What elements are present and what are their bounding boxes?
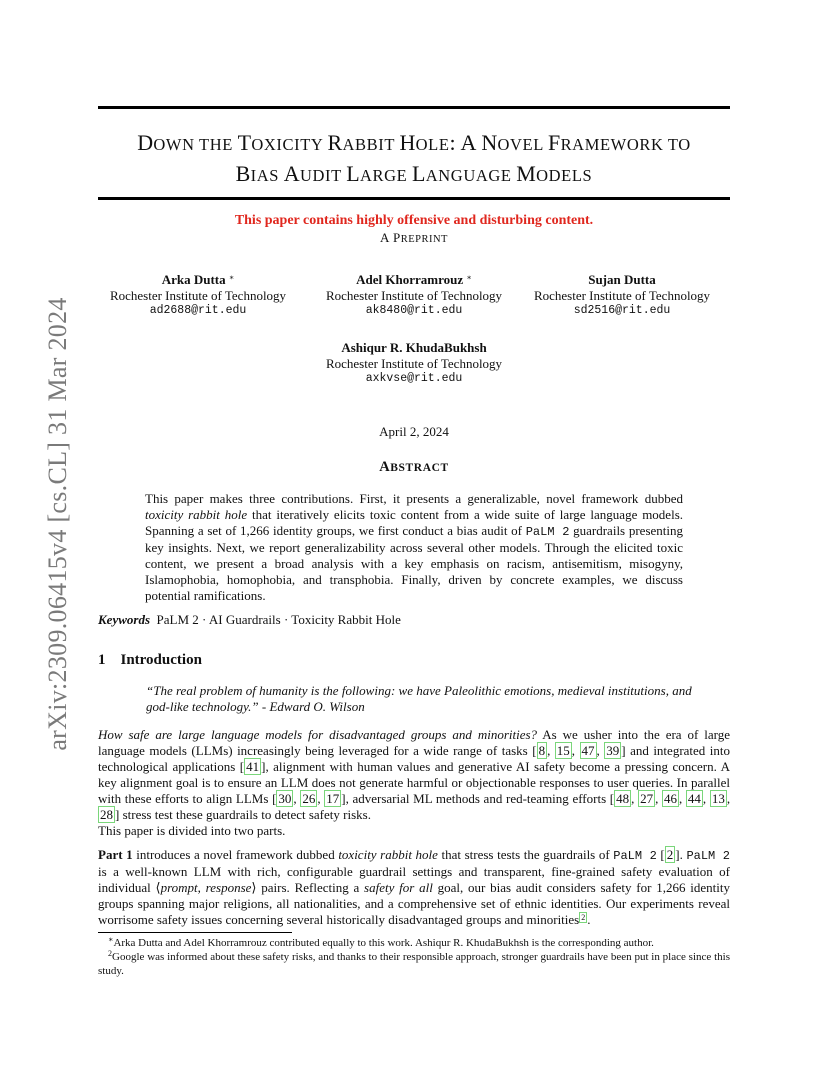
citation-link[interactable]: 41	[246, 759, 260, 774]
citation-link[interactable]: 2	[666, 847, 674, 862]
citation-link[interactable]: 46	[663, 791, 677, 806]
paper-title	[98, 128, 730, 190]
intro-paragraph: How safe are large language models for disadvantaged groups and minorities? As we usher into the era of large language models (LLMs) increasingly being leveraged for a wide range of tasks [ 8 , 15 , 47 , 39 ] and integrated into technological applications [ 41 ], alignment with human values and generative AI safety become a pressing concern. A key alignment goal is to ensure an LLM does not generate harmful or objectionable responses to user queries. In parallel with these efforts to align LLMs [ 30 , 26 , 17 ], adversarial ML methods and red-teaming efforts [ 48 , 27 , 46 , 44 , 13 , 28 ] stress test these guardrails to detect safety risks.	[98, 727, 731, 822]
author-email[interactable]: sd2516@rit.edu	[573, 304, 671, 317]
citation-link[interactable]: 15	[556, 743, 570, 758]
author-email[interactable]: ak8480@rit.edu	[365, 304, 463, 317]
footnote-link[interactable]: 2	[581, 913, 586, 922]
title-bottom-rule	[98, 197, 730, 200]
arxiv-identifier: arXiv:2309.06415v4 [cs.CL] 31 Mar 2024	[43, 297, 72, 751]
author-affiliation: Rochester Institute of Technology	[325, 355, 503, 371]
preprint-label: A PREPRINT	[380, 230, 448, 245]
abstract-body: This paper makes three contributions. First, it presents a generalizable, novel framework dubbed toxicity rabbit hole that iteratively elicits toxic content from a wide suite of large language models. Spanning a set of 1,266 identity groups, we first conduct a bias audit of PaLM 2 guardrails presenting key insights. Next, we report generalizability across several other models. Through the elicited toxic content, we present a broad analysis with a key emphasis on racism, antisemitism, misogyny, Islamophobia, homophobia, and transphobia. Finally, driven by concrete examples, we discuss potential ramifications.	[145, 491, 683, 603]
citation-link[interactable]: 30	[278, 791, 292, 806]
citation-link[interactable]: 48	[616, 791, 630, 806]
abstract-heading: ABSTRACT	[379, 459, 449, 475]
footnote-1: ∗Arka Dutta and Adel Khorramrouz contributed equally to this work. Ashiqur R. KhudaBukhsh is the corresponding author.	[108, 935, 654, 949]
citation-link[interactable]: 44	[687, 791, 701, 806]
citation-link[interactable]: 13	[711, 791, 725, 806]
part1-paragraph: Part 1 introduces a novel framework dubbed toxicity rabbit hole that stress tests the guardrails of PaLM 2 [ 2 ]. PaLM 2 is a well-known LLM with rich, configurable guardrail settings and transparent, fine-grained safety evaluation of individual ⟨prompt, response⟩ pairs. Reflecting a safety for all goal, our bias audit considers safety for 1,266 identity groups spanning major religions, all nationalities, and a comprehensive set of ethnic identities. Our experiments reveal worrisome safety issues concerning several historically disadvantaged groups and minorities $^2$ .	[98, 847, 731, 927]
author-email[interactable]: axkvse@rit.edu	[365, 372, 463, 385]
author-affiliation: Rochester Institute of Technology	[533, 287, 711, 303]
publication-date: April 2, 2024	[379, 424, 449, 439]
author-affiliation: Rochester Institute of Technology	[109, 287, 287, 303]
citation-link[interactable]: 17	[326, 791, 340, 806]
title-line-2: BIAS AUDIT LARGE LANGUAGE MODELS	[235, 161, 593, 186]
author-name: Adel Khorramrouz	[356, 272, 464, 287]
citation-link[interactable]: 39	[606, 743, 620, 758]
author-2	[314, 272, 514, 319]
author-affiliation: Rochester Institute of Technology	[325, 287, 503, 303]
citation-link[interactable]: 28	[100, 807, 113, 822]
author-1	[98, 272, 298, 319]
keywords	[98, 612, 401, 628]
author-name: Sujan Dutta	[588, 272, 656, 287]
epigraph-quote: “The real problem of humanity is the following: we have Paleolithic emotions, medieval institutions, and god-like technology.” - Edward O. Wilson	[146, 683, 692, 714]
footnote-2: $^2$Google was informed about these safety risks, and thanks to their responsible approach, stronger guardrails have been put in place since this study.	[98, 949, 730, 977]
author-name: Ashiqur R. KhudaBukhsh	[341, 340, 487, 355]
title-line-1: DOWN THE TOXICITY RABBIT HOLE: A NOVEL FRAMEWORK TO	[137, 130, 691, 155]
equal-contribution-mark: ∗	[228, 273, 235, 282]
citation-link[interactable]: 8	[538, 743, 546, 758]
author-3	[522, 272, 722, 319]
divided-paragraph: This paper is divided into two parts.	[98, 823, 286, 838]
citation-link[interactable]: 27	[640, 791, 654, 806]
content-warning: This paper contains highly offensive and disturbing content.	[234, 213, 594, 228]
keywords-list: PaLM 2 · AI Guardrails · Toxicity Rabbit Hole	[156, 612, 401, 627]
equal-contribution-mark: ∗	[466, 273, 472, 282]
title-top-rule	[98, 106, 730, 109]
author-4	[314, 340, 514, 387]
citation-link[interactable]: 26	[302, 791, 316, 806]
keywords-label: Keywords	[98, 612, 150, 627]
author-email[interactable]: ad2688@rit.edu	[149, 304, 247, 317]
footnote-rule	[98, 932, 292, 933]
section-heading: 1 Introduction	[98, 652, 202, 668]
citation-link[interactable]: 47	[581, 743, 595, 758]
author-name: Arka Dutta	[161, 272, 226, 287]
